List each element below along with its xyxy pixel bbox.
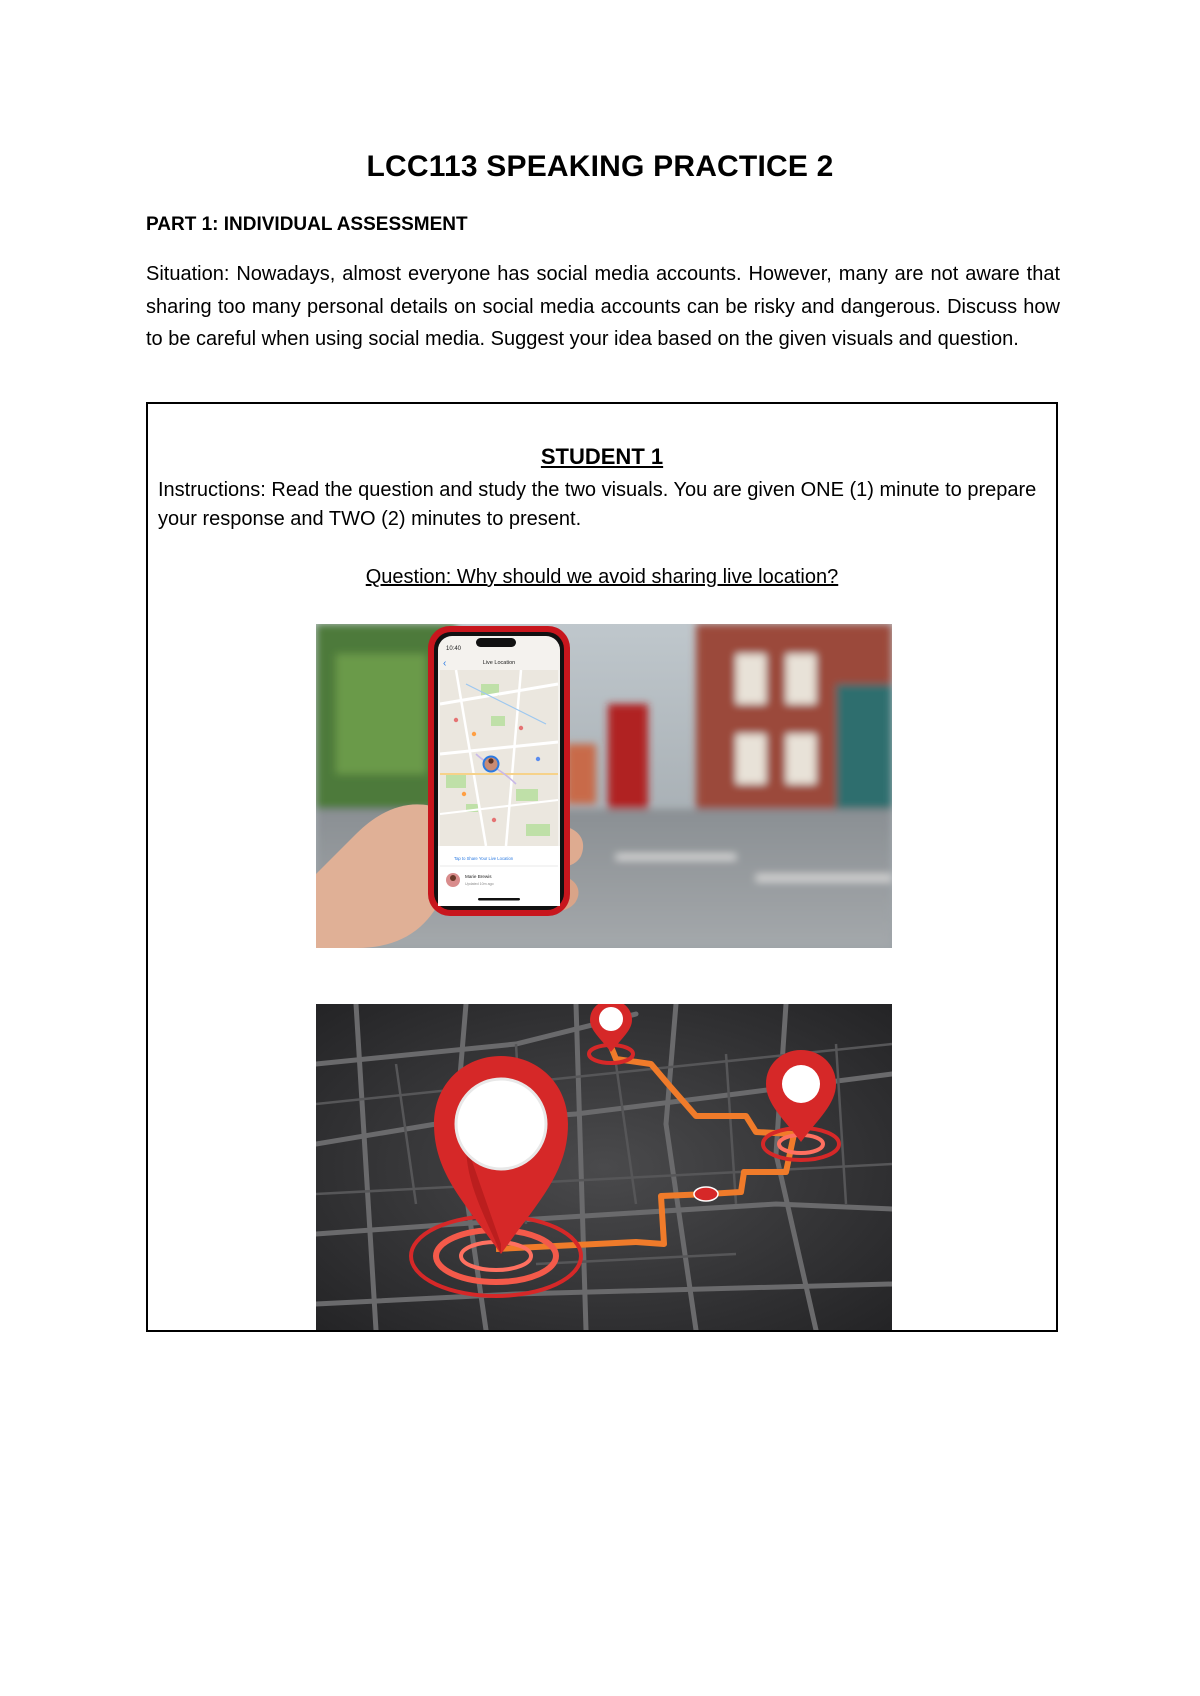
- share-prompt[interactable]: Tap to Share Your Live Location: [454, 856, 514, 861]
- location-pins-map-illustration: [316, 1004, 892, 1330]
- live-location-phone-photo: [316, 624, 892, 948]
- contact-status: Updated 10m ago: [465, 882, 494, 886]
- task-box: [146, 402, 1058, 1332]
- phone-header: Live Location: [482, 660, 516, 666]
- phone-time: 10:40: [446, 646, 462, 652]
- student-heading: STUDENT 1: [540, 444, 664, 469]
- user-avatar-icon: [446, 873, 460, 887]
- back-chevron-icon: ‹: [443, 658, 447, 669]
- question-text: Question: Why should we avoid sharing live location?: [365, 566, 839, 588]
- location-pin-icon: [483, 756, 500, 773]
- situation-paragraph: Situation: Nowadays, almost everyone has social media accounts. However, many are not aware that sharing too many personal details on social media accounts can be risky and dangerous. Discuss how to be careful when using social media. Suggest your idea based on the given visuals and question.: [146, 263, 1060, 350]
- page-title: LCC113 SPEAKING PRACTICE 2: [366, 150, 834, 183]
- instructions-text: Instructions: Read the question and study the two visuals. You are given ONE (1) minute to prepare your response and TWO (2) minutes to present.: [158, 479, 1037, 530]
- part-heading: PART 1: INDIVIDUAL ASSESSMENT: [146, 214, 468, 235]
- contact-name: Marie Brewis: [465, 874, 492, 879]
